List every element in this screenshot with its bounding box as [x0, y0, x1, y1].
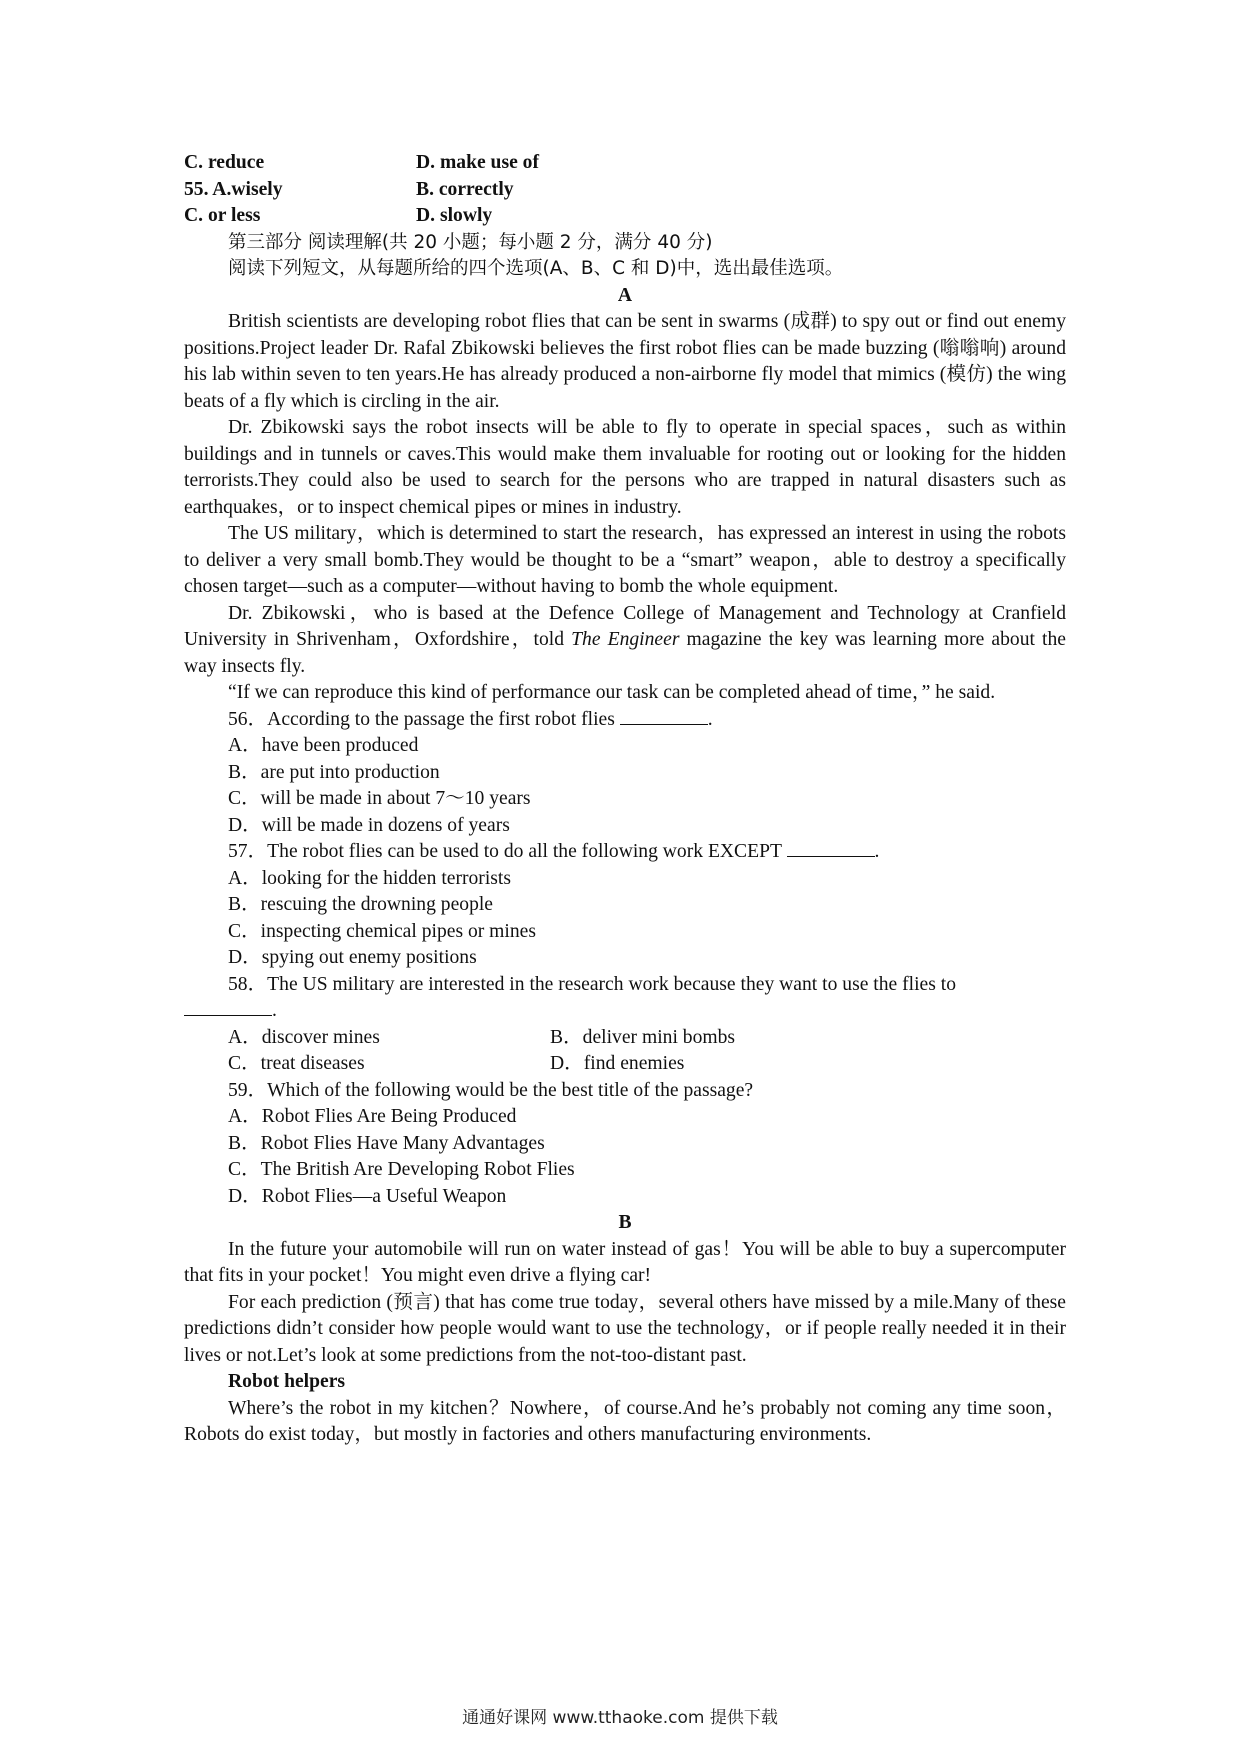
question-56 [184, 707, 1066, 734]
question-end: . [707, 708, 713, 730]
question-59: 59．Which of the following would be the best title of the passage? [228, 1079, 754, 1101]
option-d: D．will be made in dozens of years [228, 814, 510, 836]
option-b: B．deliver mini bombs [550, 1026, 736, 1048]
option-b: B．rescuing the drowning people [228, 894, 494, 915]
magazine-title: The Engineer [571, 629, 680, 650]
option-b: B．are put into production [228, 761, 440, 783]
option-d: D. slowly [416, 205, 493, 226]
option-b: B．Robot Flies Have Many Advantages [228, 1132, 545, 1154]
passage-b-paragraph-3: Where’s the robot in my kitchen？Nowhere，of course.And he’s probably not coming any time soon，Robots do exist today，but mostly in factories and others manufacturing environments. [184, 1397, 1066, 1445]
answer-blank [620, 707, 708, 725]
passage-b-subheading: Robot helpers [228, 1371, 346, 1392]
option-c: C．will be made in about 7～10 years [228, 788, 531, 809]
option-c: C. reduce [184, 152, 265, 173]
option-row [184, 1025, 1066, 1052]
page-footer: 通通好课网 www.tthaoke.com 提供下载 [462, 1708, 778, 1728]
option-d: D．Robot Flies—a Useful Weapon [228, 1185, 507, 1207]
section-instruction: 阅读下列短文，从每题所给的四个选项(A、B、C 和 D)中，选出最佳选项。 [228, 258, 844, 279]
option-a: A．looking for the hidden terrorists [228, 867, 511, 889]
option-a: A．discover mines [228, 1026, 380, 1048]
option-d: D．find enemies [550, 1053, 685, 1074]
question-58-blank-line [184, 998, 1066, 1025]
question-58 [184, 972, 1066, 999]
passage-b-paragraph-1: In the future your automobile will run on water instead of gas！You will be able to buy a supercomputer that fits in your pocket！You might even drive a flying car! [184, 1238, 1066, 1286]
paragraph-text: magazine the key was learning more about the way insects fly. [184, 629, 1066, 677]
option-c: C．treat diseases [228, 1053, 365, 1074]
option-a: 55. A.wisely [184, 178, 283, 200]
answer-blank [787, 839, 875, 857]
option-row [184, 1051, 1066, 1078]
option-row [184, 150, 1066, 177]
passage-a-paragraph-3: The US military，which is determined to start the research，has expressed an interest in using the robots to deliver a very small bomb.They would be thought to be a “smart” weapon，able to destroy a specifically chosen target—such as a computer—without having to bomb the whole equipment. [184, 523, 1066, 597]
paragraph-text: Dr. Zbikowski，who is based at the Defence College of Management and Technology at Cranfield University in Shrivenham，Oxfordshire，told [184, 602, 1066, 650]
option-a: A．Robot Flies Are Being Produced [228, 1106, 517, 1127]
question-57 [184, 839, 1066, 866]
option-d: D. make use of [416, 152, 539, 173]
question-end: . [874, 841, 880, 862]
option-row [184, 203, 1066, 230]
passage-a-paragraph-2: Dr. Zbikowski says the robot insects will be able to fly to operate in special spaces，such as within buildings and in tunnels or caves.This would make them invaluable for rooting out or looking for the hidden terrorists.They could also be used to search for the persons who are trapped in natural disasters such as earthquakes，or to inspect chemical pipes or mines in industry. [184, 417, 1066, 518]
passage-a-paragraph-1: British scientists are developing robot flies that can be sent in swarms (成群) to spy out or find out enemy positions.Project leader Dr. Rafal Zbikowski believes the first robot flies can be made buzzing (嗡嗡响) around his lab within seven to ten years.He has already produced a non-airborne fly model that mimics (模仿) the wing beats of a fly which is circling in the air. [184, 311, 1066, 412]
question-55 [184, 177, 1066, 204]
section-title: 第三部分 阅读理解(共 20 小题；每小题 2 分，满分 40 分) [228, 231, 713, 253]
option-c: C. or less [184, 205, 261, 226]
passage-a-paragraph-4 [184, 601, 1066, 681]
passage-b-paragraph-2: For each prediction (预言) that has come true today，several others have missed by a mile.Many of these predictions didn’t consider how people would want to use the technology，or if people really needed it in their lives or not.Let’s look at some predictions from the not-too-distant past. [184, 1291, 1066, 1366]
question-stem: 57．The robot flies can be used to do all the following work EXCEPT [228, 841, 782, 862]
document-body [184, 150, 1066, 1449]
passage-a-paragraph-5: “If we can reproduce this kind of performance our task can be completed ahead of time，” he said. [228, 682, 996, 703]
passage-b-label: B [618, 1212, 632, 1233]
option-d: D．spying out enemy positions [228, 947, 477, 968]
answer-blank [184, 998, 272, 1016]
question-end: . [272, 1000, 277, 1021]
option-a: A．have been produced [228, 735, 419, 756]
option-c: C．inspecting chemical pipes or mines [228, 920, 536, 942]
option-b: B. correctly [416, 178, 514, 200]
passage-a-label: A [617, 284, 633, 306]
question-stem: 58．The US military are interested in the research work because they want to use the flies to [228, 973, 956, 995]
option-c: C．The British Are Developing Robot Flies [228, 1159, 575, 1180]
question-stem: 56．According to the passage the first robot flies [228, 708, 615, 730]
